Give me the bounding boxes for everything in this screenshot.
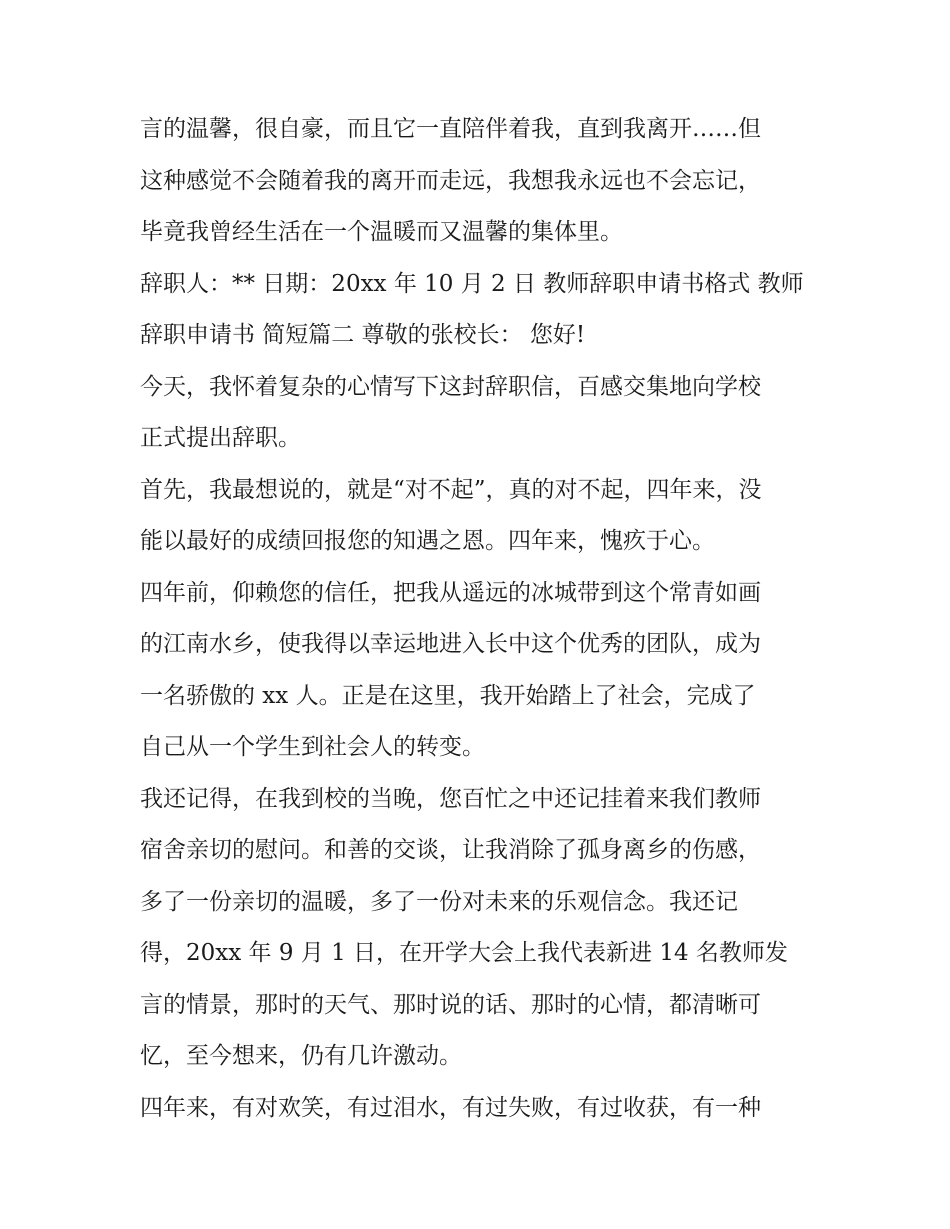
text-line: 一名骄傲的 xx 人。正是在这里，我开始踏上了社会，完成了 (140, 682, 756, 709)
resignation-letter-text (140, 104, 820, 1134)
text-line: 多了一份亲切的温暖，多了一份对未来的乐观信念。我还记 (140, 888, 738, 915)
text-line: 忆，至今想来，仍有几许激动。 (140, 1043, 462, 1069)
text-line: 得，20xx 年 9 月 1 日，在开学大会上我代表新进 14 名教师发 (140, 940, 788, 966)
text-line: 正式提出辞职。 (140, 425, 301, 451)
text-line: 首先，我最想说的，就是“对不起”，真的对不起，四年来，没 (140, 476, 762, 503)
text-line: 我还记得，在我到校的当晚，您百忙之中还记挂着来我们教师 (140, 785, 761, 812)
text-line: 四年来，有对欢笑，有过泪水，有过失败，有过收获，有一种 (140, 1094, 761, 1121)
text-line: 辞职人：** 日期：20xx 年 10 月 2 日 教师辞职申请书格式 教师 (140, 270, 804, 297)
text-line: 这种感觉不会随着我的离开而走远，我想我永远也不会忘记， (140, 167, 761, 194)
text-line: 四年前，仰赖您的信任，把我从遥远的冰城带到这个常青如画 (140, 579, 761, 606)
text-line: 言的温馨，很自豪，而且它一直陪伴着我，直到我离开……但 (140, 116, 761, 142)
text-line: 的江南水乡，使我得以幸运地进入长中这个优秀的团队，成为 (140, 631, 761, 657)
text-line: 辞职申请书 简短篇二 尊敬的张校长： 您好! (140, 322, 586, 348)
text-line: 今天，我怀着复杂的心情写下这封辞职信，百感交集地向学校 (140, 373, 761, 400)
text-line: 言的情景，那时的天气、那时说的话、那时的心情，都清晰可 (140, 991, 761, 1018)
text-line: 自己从一个学生到社会人的转变。 (140, 734, 485, 760)
text-line: 能以最好的成绩回报您的知遇之恩。四年来，愧疚于心。 (140, 528, 715, 554)
text-line: 毕竟我曾经生活在一个温暖而又温馨的集体里。 (140, 219, 623, 245)
text-line: 宿舍亲切的慰问。和善的交谈，让我消除了孤身离乡的伤感， (140, 837, 761, 863)
